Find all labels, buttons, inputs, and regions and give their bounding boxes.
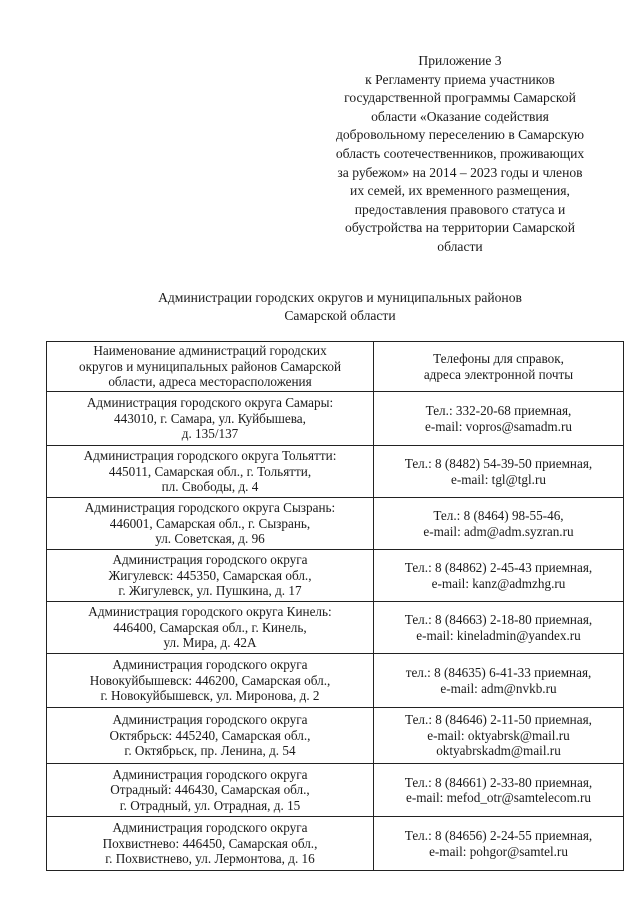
name-cell: [47, 392, 374, 446]
contact-line: Тел.: 8 (84661) 2-33-80 приемная,: [404, 774, 593, 790]
contacts-cell: [374, 446, 624, 498]
contact-line: Тел.: 8 (8482) 54-39-50 приемная,: [404, 456, 593, 472]
name-line: 443010, г. Самара, ул. Куйбышева,: [114, 410, 306, 426]
contact-line: e-mail: mefod_otr@samtelecom.ru: [406, 790, 591, 805]
appendix-line: области «Оказание содействия: [371, 108, 549, 124]
name-line: Жигулевск: 445350, Самарская обл.,: [108, 567, 312, 583]
header-name-cell: [47, 342, 374, 392]
name-line: Администрация городского округа: [112, 552, 308, 568]
header-line: округов и муниципальных районов Самарской: [78, 358, 342, 374]
contact-line: Тел.: 8 (84862) 2-45-43 приемная,: [404, 560, 593, 576]
name-line: ул. Мира, д. 42А: [163, 635, 257, 651]
name-cell: [47, 817, 374, 871]
name-line: Администрация городского округа Кинель:: [88, 604, 332, 620]
name-line: Администрация городского округа: [112, 657, 308, 673]
contacts-cell: [374, 498, 624, 550]
contacts-cell: [374, 654, 624, 708]
name-line: 446400, Самарская обл., г. Кинель,: [113, 619, 307, 635]
title-line: Администрации городских округов и муниципальных районов: [158, 290, 522, 305]
name-cell: [47, 498, 374, 550]
table-row: [47, 817, 624, 871]
name-line: Администрация городского округа: [112, 712, 308, 728]
name-cell: [47, 446, 374, 498]
name-line: Администрация городского округа: [112, 766, 308, 782]
contact-line: тел.: 8 (84635) 6-41-33 приемная,: [405, 665, 592, 681]
contact-line: e-mail: vopros@samadm.ru: [425, 418, 572, 434]
contacts-cell: [374, 550, 624, 602]
name-cell: [47, 708, 374, 764]
name-line: 446001, Самарская обл., г. Сызрань,: [109, 515, 311, 531]
name-cell: [47, 602, 374, 654]
contact-line: e-mail: pohgor@samtel.ru: [429, 843, 568, 859]
appendix-line: Приложение 3: [418, 53, 502, 68]
contacts-cell: [374, 708, 624, 764]
contact-line: e-mail: kineladmin@yandex.ru: [416, 627, 581, 643]
name-line: ул. Советская, д. 96: [155, 531, 265, 547]
name-cell: [47, 550, 374, 602]
table-header-row: [47, 342, 624, 392]
appendix-line: государственной программы Самарской: [344, 90, 576, 106]
contacts-cell: [374, 817, 624, 871]
appendix-line: добровольному переселению в Самарскую: [335, 127, 585, 143]
administrations-table: [46, 341, 624, 871]
name-line: Администрация городского округа Самары:: [86, 395, 334, 411]
table-row: [47, 764, 624, 817]
contacts-cell: [374, 764, 624, 817]
name-line: Похвистнево: 446450, Самарская обл.,: [102, 835, 318, 851]
contact-line: e-mail: oktyabrsk@mail.ru: [427, 727, 570, 743]
contact-line: oktyabrskadm@mail.ru: [436, 743, 561, 759]
table-row: [47, 498, 624, 550]
contact-line: e-mail: adm@adm.syzran.ru: [423, 523, 574, 539]
header-line: области, адреса месторасположения: [108, 374, 312, 390]
appendix-line: к Регламенту приема участников: [365, 71, 555, 87]
name-cell: [47, 764, 374, 817]
contact-line: Тел.: 332-20-68 приемная,: [425, 403, 572, 419]
table-row: [47, 446, 624, 498]
contact-line: Тел.: 8 (8464) 98-55-46,: [433, 508, 564, 524]
name-line: Администрация городского округа Сызрань:: [84, 500, 336, 516]
name-line: г. Похвистнево, ул. Лермонтова, д. 16: [105, 851, 315, 867]
name-line: Отрадный: 446430, Самарская обл.,: [110, 782, 310, 798]
name-line: г. Октябрьск, пр. Ленина, д. 54: [124, 743, 296, 759]
table-row: [47, 550, 624, 602]
appendix-line: предоставления правового статуса и: [354, 201, 566, 217]
name-cell: [47, 654, 374, 708]
table-row: [47, 392, 624, 446]
name-line: пл. Свободы, д. 4: [161, 479, 259, 495]
table-row: [47, 654, 624, 708]
name-line: Администрация городского округа Тольятти:: [83, 448, 337, 464]
name-line: г. Отрадный, ул. Отрадная, д. 15: [119, 797, 301, 813]
header-contacts-cell: [374, 342, 624, 392]
appendix-line: обустройства на территории Самарской: [345, 220, 575, 236]
contacts-cell: [374, 392, 624, 446]
document-title: [40, 289, 640, 325]
contact-line: e-mail: adm@nvkb.ru: [440, 680, 557, 696]
appendix-line: области: [437, 238, 483, 254]
appendix-line: область соотечественников, проживающих: [335, 145, 585, 161]
contact-line: e-mail: tgl@tgl.ru: [451, 471, 546, 487]
table-row: [47, 602, 624, 654]
name-line: г. Жигулевск, ул. Пушкина, д. 17: [118, 583, 302, 599]
contact-line: e-mail: kanz@admzhg.ru: [431, 575, 566, 591]
name-line: г. Новокуйбышевск, ул. Миронова, д. 2: [100, 688, 320, 704]
contact-line: Тел.: 8 (84646) 2-11-50 приемная,: [405, 712, 592, 728]
appendix-line: за рубежом» на 2014 – 2023 годы и членов: [337, 164, 583, 180]
name-line: 445011, Самарская обл., г. Тольятти,: [108, 463, 312, 479]
name-line: Октябрьск: 445240, Самарская обл.,: [109, 727, 311, 743]
table-row: [47, 708, 624, 764]
title-line: Самарской области: [284, 308, 396, 323]
contact-line: Тел.: 8 (84663) 2-18-80 приемная,: [404, 612, 593, 628]
name-line: Администрация городского округа: [112, 820, 308, 836]
name-line: Новокуйбышевск: 446200, Самарская обл.,: [89, 672, 331, 688]
contact-line: Тел.: 8 (84656) 2-24-55 приемная,: [404, 828, 593, 844]
header-line: Наименование администраций городских: [93, 343, 327, 359]
appendix-line: их семей, их временного размещения,: [350, 183, 570, 199]
contacts-cell: [374, 602, 624, 654]
appendix-header: [310, 52, 610, 257]
header-line: адреса электронной почты: [423, 366, 574, 382]
name-line: д. 135/137: [181, 426, 239, 442]
header-line: Телефоны для справок,: [433, 351, 564, 367]
